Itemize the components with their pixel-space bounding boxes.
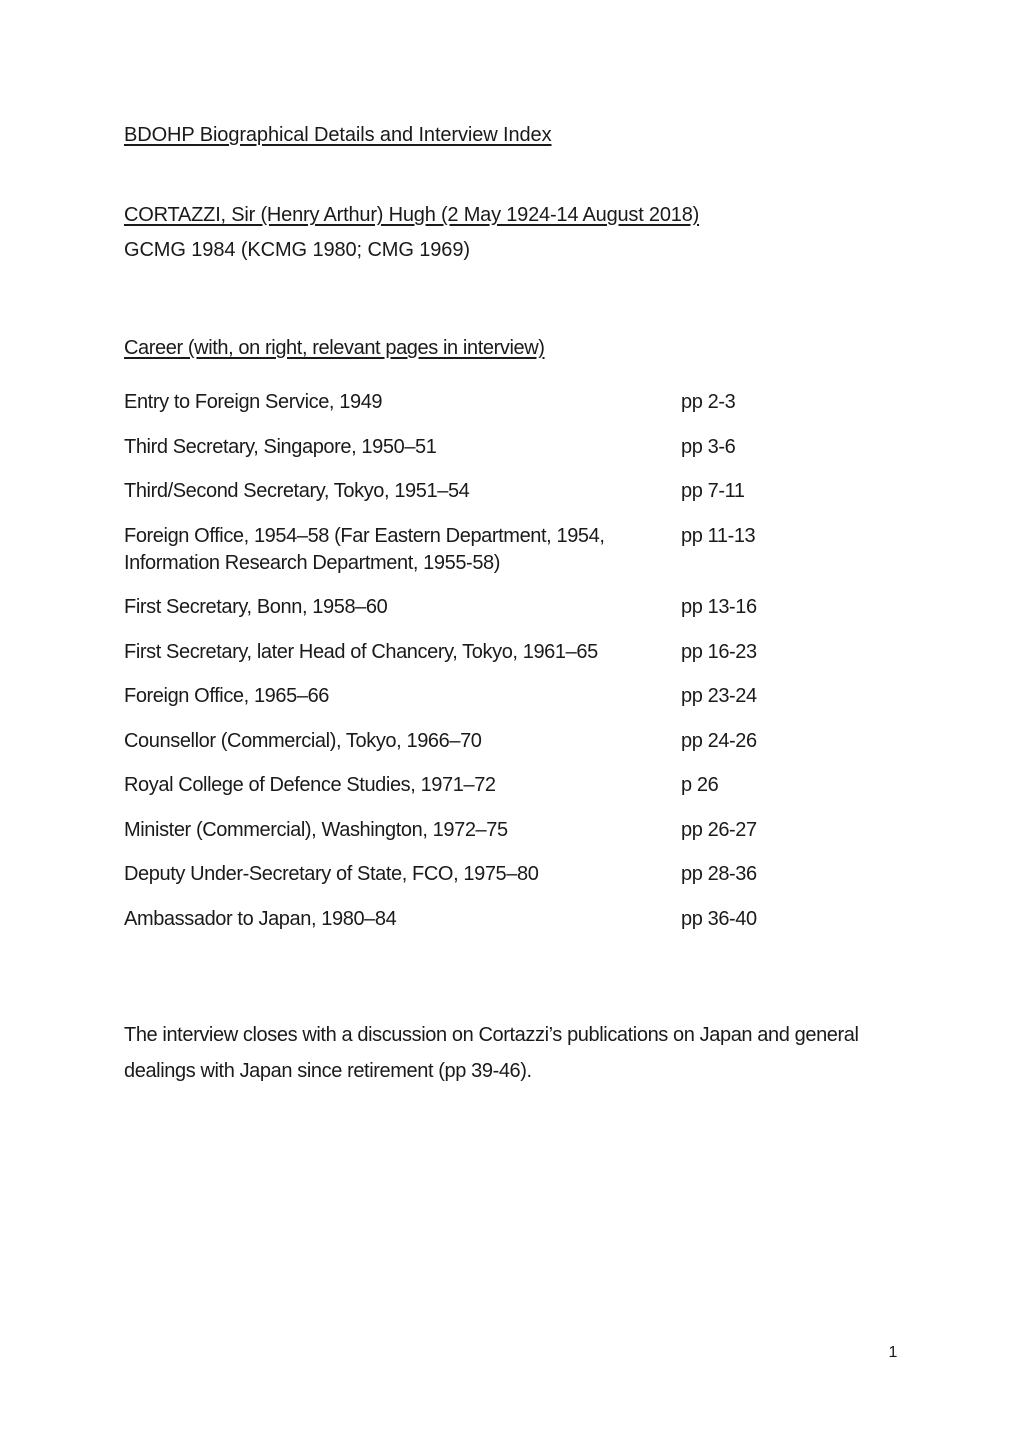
career-role: Third/Second Secretary, Tokyo, 1951–54 (124, 480, 470, 502)
honours-line: GCMG 1984 (KCMG 1980; CMG 1969) (124, 239, 470, 261)
career-row (124, 434, 884, 461)
career-pages: pp 24-26 (681, 729, 757, 752)
career-row (124, 594, 884, 621)
career-role: Minister (Commercial), Washington, 1972–75 (124, 818, 508, 841)
career-pages: p 26 (681, 774, 719, 796)
career-row (124, 906, 884, 933)
career-pages: pp 26-27 (681, 818, 757, 841)
career-list (124, 389, 884, 950)
career-pages: pp 13-16 (681, 596, 757, 618)
career-pages: pp 3-6 (681, 435, 736, 458)
career-row (124, 523, 884, 577)
career-row (124, 861, 884, 888)
career-row (124, 817, 884, 844)
closing-note: The interview closes with a discussion on Cortazzi’s publications on Japan and general dealings with Japan since retirement (pp 39-46). (124, 1024, 859, 1082)
career-pages: pp 36-40 (681, 907, 757, 930)
career-role: First Secretary, later Head of Chancery, Tokyo, 1961–65 (124, 640, 598, 663)
career-pages: pp 23-24 (681, 685, 757, 707)
career-role: Entry to Foreign Service, 1949 (124, 391, 383, 413)
career-pages: pp 2-3 (681, 391, 736, 413)
career-row (124, 389, 884, 416)
career-pages: pp 16-23 (681, 640, 757, 663)
career-pages: pp 7-11 (681, 480, 745, 502)
career-role: Third Secretary, Singapore, 1950–51 (124, 435, 437, 458)
career-row (124, 772, 884, 799)
career-role: Foreign Office, 1954–58 (Far Eastern Department, 1954, Information Research Department, 1955-58) (124, 524, 605, 574)
page-number: 1 (888, 1344, 898, 1361)
career-row (124, 728, 884, 755)
career-heading: Career (with, on right, relevant pages in interview) (124, 337, 545, 359)
career-row (124, 478, 884, 505)
career-role: Counsellor (Commercial), Tokyo, 1966–70 (124, 729, 482, 752)
career-pages: pp 28-36 (681, 863, 757, 885)
subject-name: CORTAZZI, Sir (Henry Arthur) Hugh (2 May 1924-14 August 2018) (124, 204, 700, 226)
career-role: Ambassador to Japan, 1980–84 (124, 907, 397, 930)
career-pages: pp 11-13 (681, 524, 756, 547)
career-role: First Secretary, Bonn, 1958–60 (124, 596, 388, 618)
career-role: Royal College of Defence Studies, 1971–72 (124, 774, 496, 796)
document-heading: BDOHP Biographical Details and Interview Index (124, 124, 552, 146)
career-role: Foreign Office, 1965–66 (124, 685, 330, 707)
career-role: Deputy Under-Secretary of State, FCO, 1975–80 (124, 863, 539, 885)
career-row (124, 683, 884, 710)
career-row (124, 639, 884, 666)
